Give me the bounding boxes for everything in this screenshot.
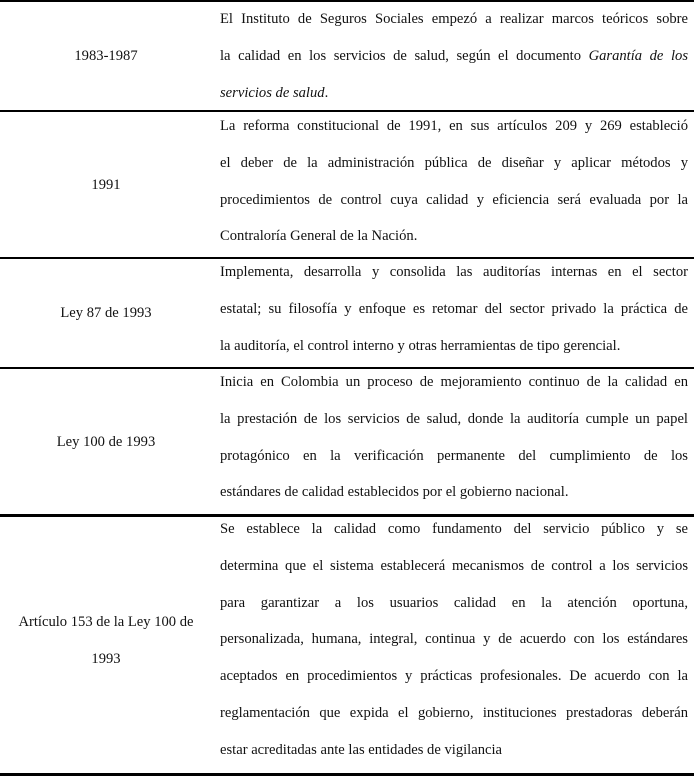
description-line: Inicia en Colombia un proceso de mejoramiento continuo de la calidad en: [220, 374, 688, 390]
row-description: [220, 1, 688, 111]
document-title-italic: Garantía de los: [588, 47, 688, 64]
description-line: personalizada, humana, integral, continua y de acuerdo con los estándares: [220, 631, 688, 648]
description-line: estatal; su filosofía y enfoque es retomar del sector privado la práctica de: [220, 300, 688, 317]
row-description: [220, 364, 688, 511]
description-line: el deber de la administración pública de diseñar y aplicar métodos y: [220, 154, 688, 171]
description-line: la auditoría, el control interno y otras herramientas de tipo gerencial.: [220, 337, 621, 354]
table-row: [0, 514, 694, 776]
row-label-text: 1983-1987: [74, 48, 138, 64]
description-line: estándares de calidad establecidos por el gobierno nacional.: [220, 484, 569, 501]
description-line: la prestación de los servicios de salud, donde la auditoría cumple un papel: [220, 410, 688, 427]
description-line: El Instituto de Seguros Sociales empezó a realizar marcos teóricos sobre: [220, 11, 688, 27]
table-row: [0, 110, 694, 258]
description-text: .: [324, 84, 329, 101]
table-row: [0, 367, 694, 515]
description-line: procedimientos de control cuya calidad y eficiencia será evaluada por la: [220, 191, 688, 208]
description-line: reglamentación que expida el gobierno, instituciones prestadoras deberán: [220, 704, 688, 721]
row-label-text: Artículo 153 de la Ley 100 de: [18, 614, 194, 630]
description-line: La reforma constitucional de 1991, en sus artículos 209 y 269 estableció: [220, 118, 688, 134]
description-line: Contraloría General de la Nación.: [220, 228, 418, 245]
row-label: [0, 509, 212, 773]
row-label: [0, 2, 212, 111]
description-line: estar acreditadas ante las entidades de vigilancia: [220, 741, 503, 758]
document-title-italic: servicios de salud: [220, 84, 325, 101]
row-label-text: 1991: [91, 176, 121, 193]
row-label-text: Ley 87 de 1993: [60, 305, 152, 321]
table-row: [0, 257, 694, 368]
description-text: la calidad en los servicios de salud, según el documento: [220, 47, 581, 64]
description-line: aceptados en procedimientos y prácticas profesionales. De acuerdo con la: [220, 668, 688, 685]
description-line: para garantizar a los usuarios calidad en la atención oportuna,: [220, 594, 688, 611]
description-line: Implementa, desarrolla y consolida las auditorías internas en el sector: [220, 264, 688, 280]
description-line: Se establece la calidad como fundamento del servicio público y se: [220, 521, 688, 537]
row-label-text: Ley 100 de 1993: [56, 433, 156, 450]
row-description: [220, 254, 688, 364]
row-label: [0, 112, 212, 258]
row-label: [0, 259, 212, 368]
row-label-text: 1993: [91, 651, 121, 667]
row-description: [220, 511, 688, 769]
description-line: determina que el sistema establecerá mecanismos de control a los servicios: [220, 557, 688, 574]
row-description: [220, 108, 688, 255]
description-line: [220, 75, 688, 112]
row-label: [0, 369, 212, 515]
description-line: [220, 38, 688, 75]
table-row: [0, 0, 694, 111]
description-line: protagónico en la verificación permanente del cumplimiento de los: [220, 447, 688, 464]
